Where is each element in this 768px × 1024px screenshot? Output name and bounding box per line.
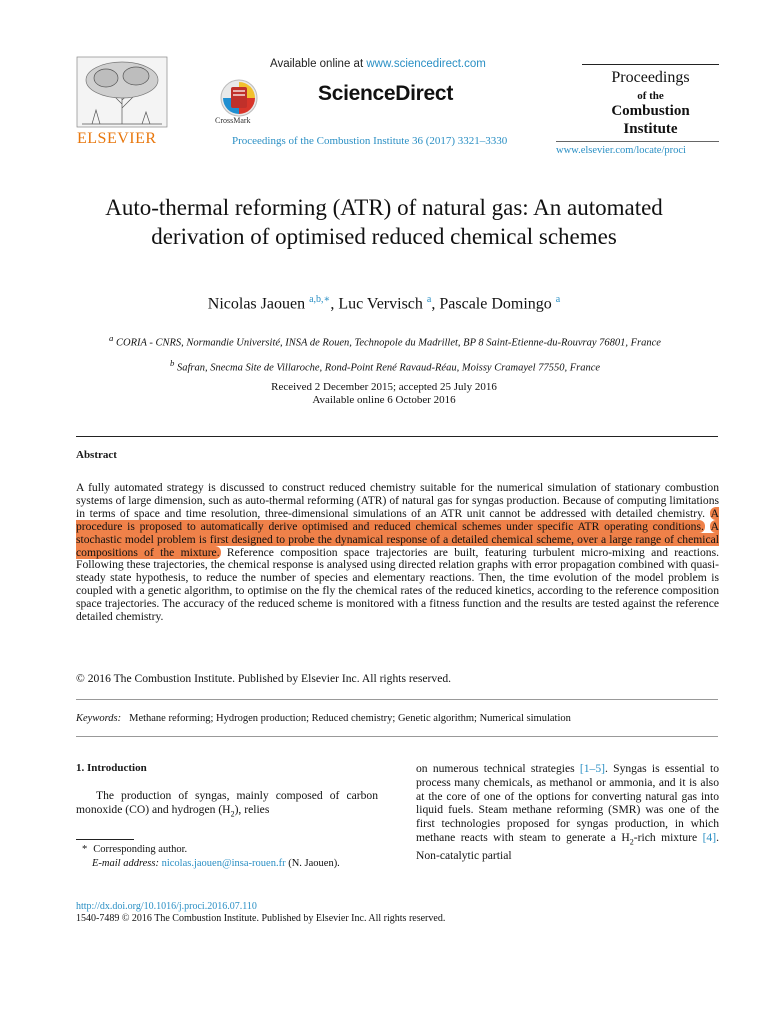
author-name: Pascale Domingo — [439, 295, 552, 313]
keywords-bottom-rule — [76, 736, 718, 737]
author-affiliation-link[interactable]: a — [426, 294, 432, 305]
affiliation-mark: b — [169, 358, 175, 368]
author-separator: , — [330, 295, 339, 313]
journal-url-link[interactable]: www.elsevier.com/locate/proci — [556, 145, 686, 156]
sciencedirect-wordmark: ScienceDirect — [318, 82, 454, 105]
body-text: The production of syngas, mainly composed of carbon monoxide (CO) and hydrogen (H — [76, 789, 378, 816]
citation-link[interactable]: [1–5] — [579, 762, 605, 775]
keywords-top-rule — [76, 699, 718, 700]
available-prefix: Available online at — [270, 58, 364, 70]
doi-link[interactable]: http://dx.doi.org/10.1016/j.proci.2016.07.110 — [76, 901, 257, 912]
journal-box-line1: Proceedings — [611, 69, 690, 86]
crossmark-label: CrossMark — [215, 116, 251, 125]
highlighted-text[interactable]: A procedure is proposed to automatically derive optimised and reduced chemical schemes under specific ATR operating conditions. — [76, 506, 719, 533]
body-text: on numerous technical strategies — [416, 762, 580, 775]
highlighted-text[interactable]: A stochastic model problem is first designed to probe the dynamical response of a detailed chemical scheme, over a large range of chemical compositions of the mixture. — [76, 519, 719, 559]
issn-copyright: 1540-7489 © 2016 The Combustion Institute. Published by Elsevier Inc. All rights reserved. — [76, 913, 446, 924]
citation-link[interactable]: [4] — [702, 830, 717, 844]
body-text: . Syngas is essential to process many chemicals, as methanol or ammonia, and it is also at the core of one of the options for converting natural gas into liquid fuels. Steam methane reforming (SMR) was one of the first technologies proposed for syngas production, in which methane reacts with steam to generate a H — [416, 762, 719, 844]
publisher-wordmark: ELSEVIER — [77, 130, 157, 147]
author-affiliation-link[interactable]: a,b,∗ — [309, 294, 331, 305]
sciencedirect-link[interactable]: www.sciencedirect.com — [366, 58, 486, 70]
affiliation-mark: a — [109, 333, 114, 343]
body-text: ), relies — [234, 802, 270, 816]
email-link[interactable]: nicolas.jaouen@insa-rouen.fr — [161, 858, 286, 869]
journal-box-line2: of the — [637, 90, 664, 102]
intro-column-right — [416, 762, 719, 863]
section-heading: 1. Introduction — [76, 762, 147, 774]
affiliation-text: CORIA - CNRS, Normandie Université, INSA de Rouen, Technopole du Madrillet, BP 8 Saint-Etienne-du-Rouvray 76801, France — [116, 337, 661, 349]
email-tail: (N. Jaouen). — [288, 858, 340, 869]
affiliation-b — [90, 358, 680, 374]
abstract-top-rule — [76, 436, 718, 437]
email-label: E-mail address: — [92, 858, 159, 869]
abstract-text: A fully automated strategy is discussed to construct reduced chemistry suitable for the numerical simulation of stationary combustion systems of large dimension, such as auto-thermal reforming (ATR) of natural gas for syngas production. Because of computing limitations in terms of space and time resolution, three-dimensional simulations of an ATR unit cannot be addressed with detailed chemistry. — [76, 481, 719, 520]
subscript: 2 — [230, 809, 235, 819]
body-text: -rich mixture — [633, 830, 703, 844]
journal-url-rule — [556, 141, 719, 142]
journal-box-rule — [582, 64, 719, 65]
keywords-line — [76, 713, 571, 724]
author-name: Nicolas Jaouen — [207, 295, 306, 313]
affiliation-a — [90, 331, 680, 351]
keywords-label: Keywords: — [76, 713, 122, 724]
intro-column-left — [76, 789, 378, 821]
footnote-text: Corresponding author. — [93, 844, 188, 855]
corresponding-author-footnote — [76, 843, 378, 871]
article-title: Auto-thermal reforming (ATR) of natural gas: An automated derivation of optimised reduced chemical schemes — [105, 195, 663, 249]
available-online-date: Available online 6 October 2016 — [312, 394, 456, 406]
abstract-copyright: © 2016 The Combustion Institute. Published by Elsevier Inc. All rights reserved. — [76, 672, 452, 685]
journal-box-line4: Institute — [623, 121, 678, 137]
abstract-body — [76, 482, 719, 624]
received-date: Received 2 December 2015; accepted 25 July 2016 — [271, 381, 497, 393]
journal-box-line3: Combustion — [611, 103, 690, 119]
author-separator: , — [431, 295, 440, 313]
abstract-heading: Abstract — [76, 449, 117, 461]
keywords-list: Methane reforming; Hydrogen production; Reduced chemistry; Genetic algorithm; Numerical simulation — [129, 713, 571, 724]
author-affiliation-link[interactable]: a — [555, 294, 561, 305]
journal-citation-link[interactable]: Proceedings of the Combustion Institute 36 (2017) 3321–3330 — [232, 135, 508, 147]
available-online-line — [270, 58, 486, 70]
footnote-rule — [76, 839, 134, 840]
abstract-text: Reference composition space trajectories are built, featuring turbulent micro-mixing and reactions. Following these trajectories, the chemical response is analysed using directed relation graphs with error propagation combined with quasi-steady state hypothesis, to reduce the number of species and elementary reactions. Then, the time evolution of the model problem is coupled with a genetic algorithm, to optimise on the fly the chemical rates of the reduced kinetics, according to the reference composition space trajectories. The accuracy of the reduced scheme is monitored with a fitness function and the results are tested against the reference detailed chemistry. — [76, 545, 719, 624]
body-text: . Non-catalytic partial — [416, 830, 719, 863]
author-list — [84, 294, 684, 313]
affiliation-text: Safran, Snecma Site de Villaroche, Rond-Point René Ravaud-Réau, Moissy Cramayel 77550, France — [176, 362, 601, 374]
article-dates — [84, 381, 684, 407]
author-name: Luc Vervisch — [338, 295, 423, 313]
subscript: 2 — [629, 837, 634, 847]
footnote-mark: * — [82, 844, 88, 855]
